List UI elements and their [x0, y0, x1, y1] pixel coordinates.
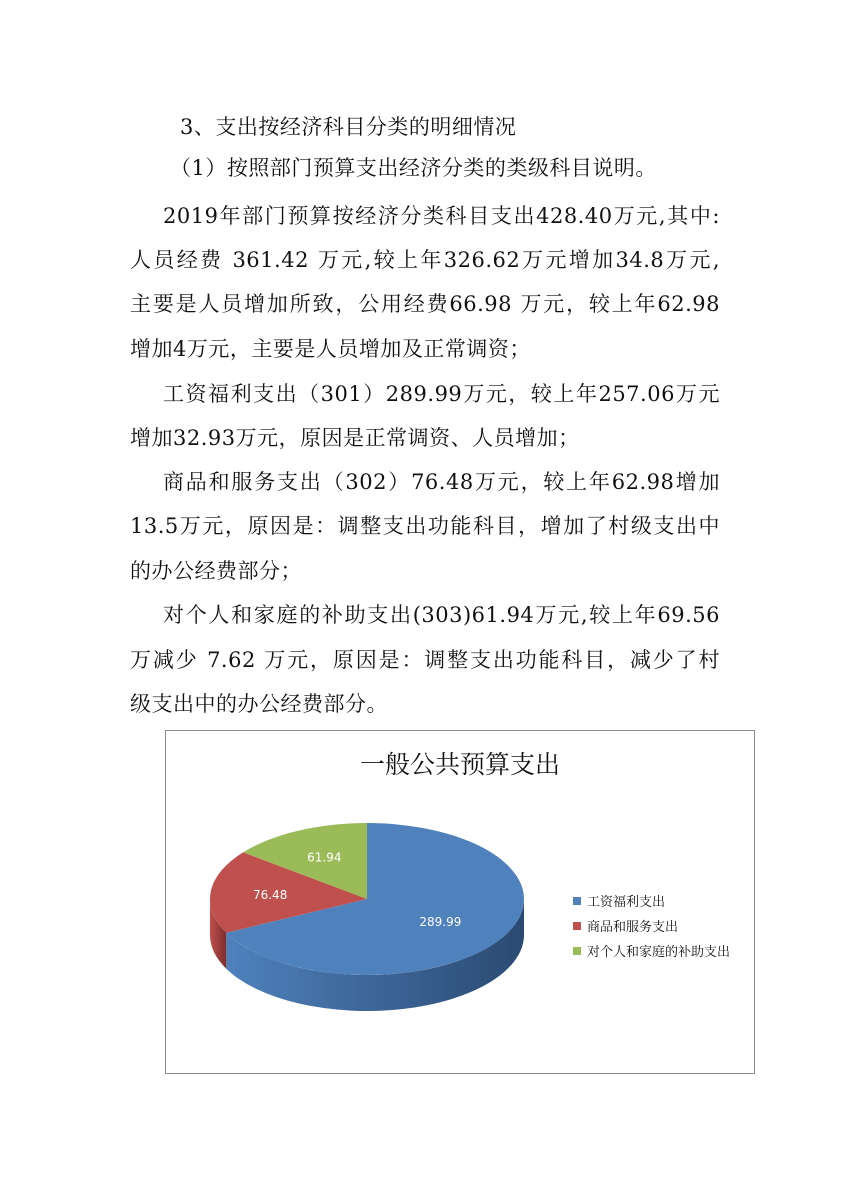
paragraph-3-line-2: 13.5万元，原因是：调整支出功能科目，增加了村级支出中 — [130, 514, 720, 538]
legend-label-2: 对个人和家庭的补助支出 — [587, 945, 731, 960]
paragraph-1-line-1: 2019年部门预算按经济分类科目支出428.40万元,其中: — [163, 204, 720, 228]
legend-item-2 — [573, 938, 730, 963]
pie-data-label-2: 61.94 — [307, 850, 342, 865]
section-heading: 3、支出按经济科目分类的明细情况 — [180, 115, 517, 139]
pie-data-label-0: 289.99 — [419, 915, 462, 930]
pie-chart — [165, 730, 755, 1074]
legend-label-0: 工资福利支出 — [587, 895, 666, 910]
legend-swatch-0 — [573, 897, 581, 905]
pie-data-label-1: 76.48 — [252, 888, 288, 903]
paragraph-1-line-3: 主要是人员增加所致，公用经费66.98 万元，较上年62.98 — [130, 292, 720, 316]
paragraph-4-line-3: 级支出中的办公经费部分。 — [130, 692, 388, 716]
chart-title: 一般公共预算支出 — [359, 750, 560, 779]
paragraph-1-line-4: 增加4万元，主要是人员增加及正常调资； — [130, 337, 531, 361]
legend-item-1 — [573, 913, 730, 938]
paragraph-4-line-2: 万减少 7.62 万元，原因是：调整支出功能科目，减少了村 — [130, 648, 720, 672]
legend-label-1: 商品和服务支出 — [587, 920, 679, 935]
paragraph-1-line-2: 人员经费 361.42 万元,较上年326.62万元增加34.8万元, — [130, 248, 720, 272]
paragraph-2-line-1: 工资福利支出（301）289.99万元，较上年257.06万元 — [163, 382, 720, 406]
legend-item-0 — [573, 888, 730, 913]
chart-legend — [573, 888, 730, 963]
legend-swatch-2 — [573, 947, 581, 955]
paragraph-2-line-2: 增加32.93万元，原因是正常调资、人员增加； — [130, 426, 580, 450]
subsection-heading: （1）按照部门预算支出经济分类的类级科目说明。 — [170, 156, 657, 180]
paragraph-4-line-1: 对个人和家庭的补助支出(303)61.94万元,较上年69.56 — [163, 603, 720, 627]
paragraph-3-line-1: 商品和服务支出（302）76.48万元，较上年62.98增加 — [163, 470, 720, 494]
legend-swatch-1 — [573, 922, 581, 930]
paragraph-3-line-3: 的办公经费部分； — [130, 559, 302, 583]
